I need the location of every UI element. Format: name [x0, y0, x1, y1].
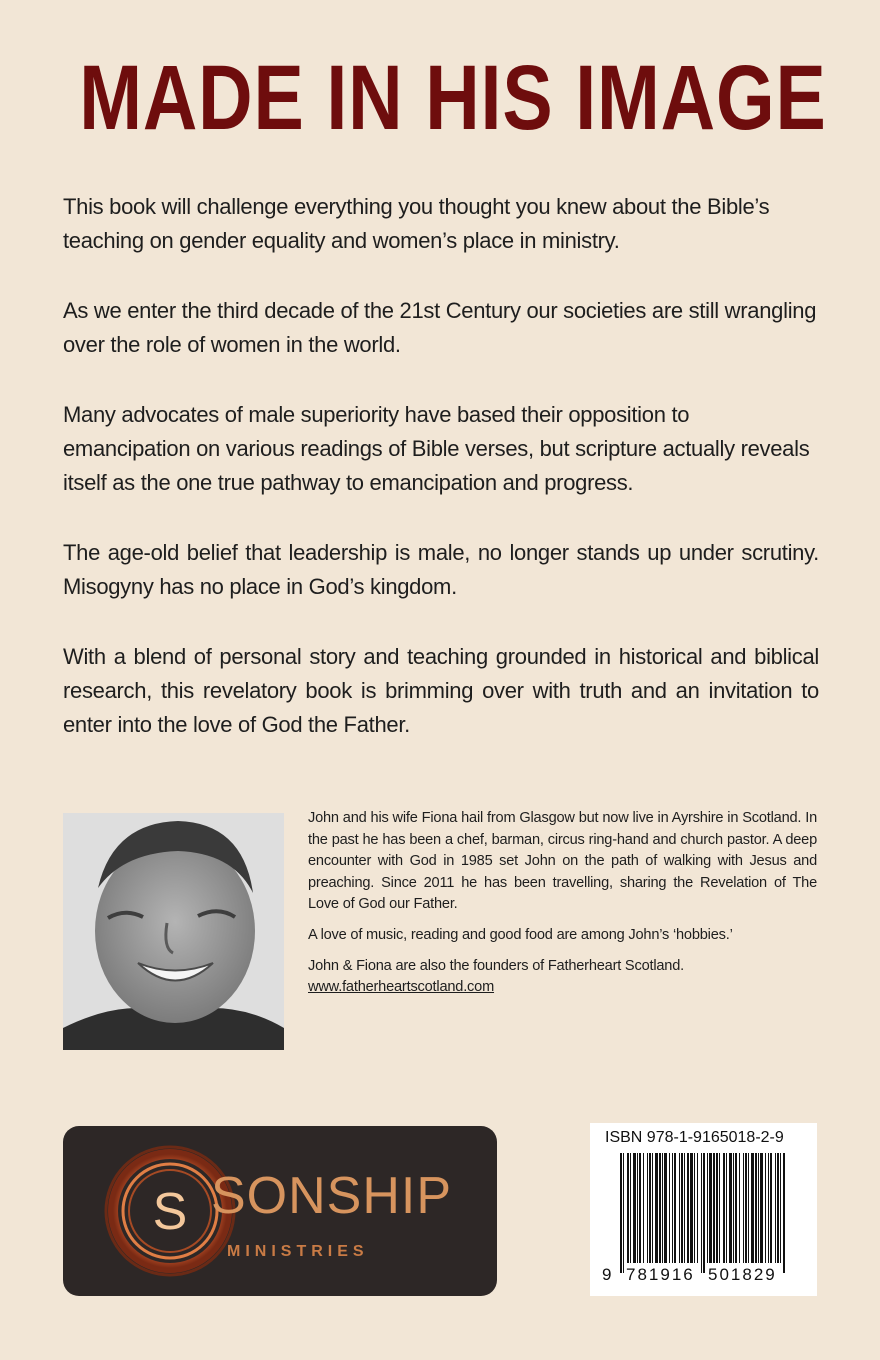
website-link[interactable]: www.fatherheartscotland.com — [308, 979, 495, 996]
bio-paragraph-2: A love of music, reading and good food are among John’s ‘hobbies.’ — [308, 926, 733, 943]
svg-text:S: S — [152, 1183, 188, 1241]
blurb-paragraph-4: The age-old belief that leadership is male, no longer stands up under scrutiny. Misogyny has no place in God’s kingdom. — [63, 540, 819, 599]
author-bio — [308, 808, 817, 1008]
logo-sub-text: MINISTRIES — [227, 1243, 369, 1260]
isbn-label: ISBN 978-1-9165018-2-9 — [605, 1129, 784, 1146]
author-photo — [63, 813, 284, 1050]
barcode-lead-digit: 9 — [602, 1265, 612, 1284]
barcode-group-1: 781916 — [626, 1265, 695, 1284]
barcode-group-2: 501829 — [708, 1265, 777, 1284]
logo-brand-text: SONSHIP — [211, 1167, 453, 1225]
bio-paragraph-3 — [308, 956, 817, 999]
blurb-paragraph-1: This book will challenge everything you thought you knew about the Bible’s teaching on gender equality and women’s place in ministry. — [63, 194, 770, 253]
isbn-barcode — [590, 1123, 817, 1296]
bio-founders-text: John & Fiona are also the founders of Fatherheart Scotland. — [308, 957, 684, 974]
barcode-bars — [590, 1123, 817, 1296]
blurb-paragraph-3: Many advocates of male superiority have based their opposition to emancipation on various readings of Bible verses, but scripture actually reveals itself as the one true pathway to emancipation and progress. — [63, 402, 810, 495]
blurb-paragraph-5: With a blend of personal story and teaching grounded in historical and biblical research, this revelatory book is brimming over with truth and an invitation to enter into the love of God the Father. — [63, 644, 819, 737]
sonship-ministries-logo — [63, 1126, 497, 1296]
book-title: MADE IN HIS IMAGE — [79, 47, 827, 149]
bio-paragraph-1: John and his wife Fiona hail from Glasgow but now live in Ayrshire in Scotland. In the past he has been a chef, barman, circus ring-hand and church pastor. A deep encounter with God in 1985 set John on the path of walking with Jesus and preaching. Since 2011 he has been travelling, sharing the Revelation of The Love of God our Father. — [308, 810, 817, 913]
blurb-paragraph-2: As we enter the third decade of the 21st Century our societies are still wrangling over the role of women in the world. — [63, 298, 817, 357]
back-cover-blurb — [63, 190, 819, 778]
